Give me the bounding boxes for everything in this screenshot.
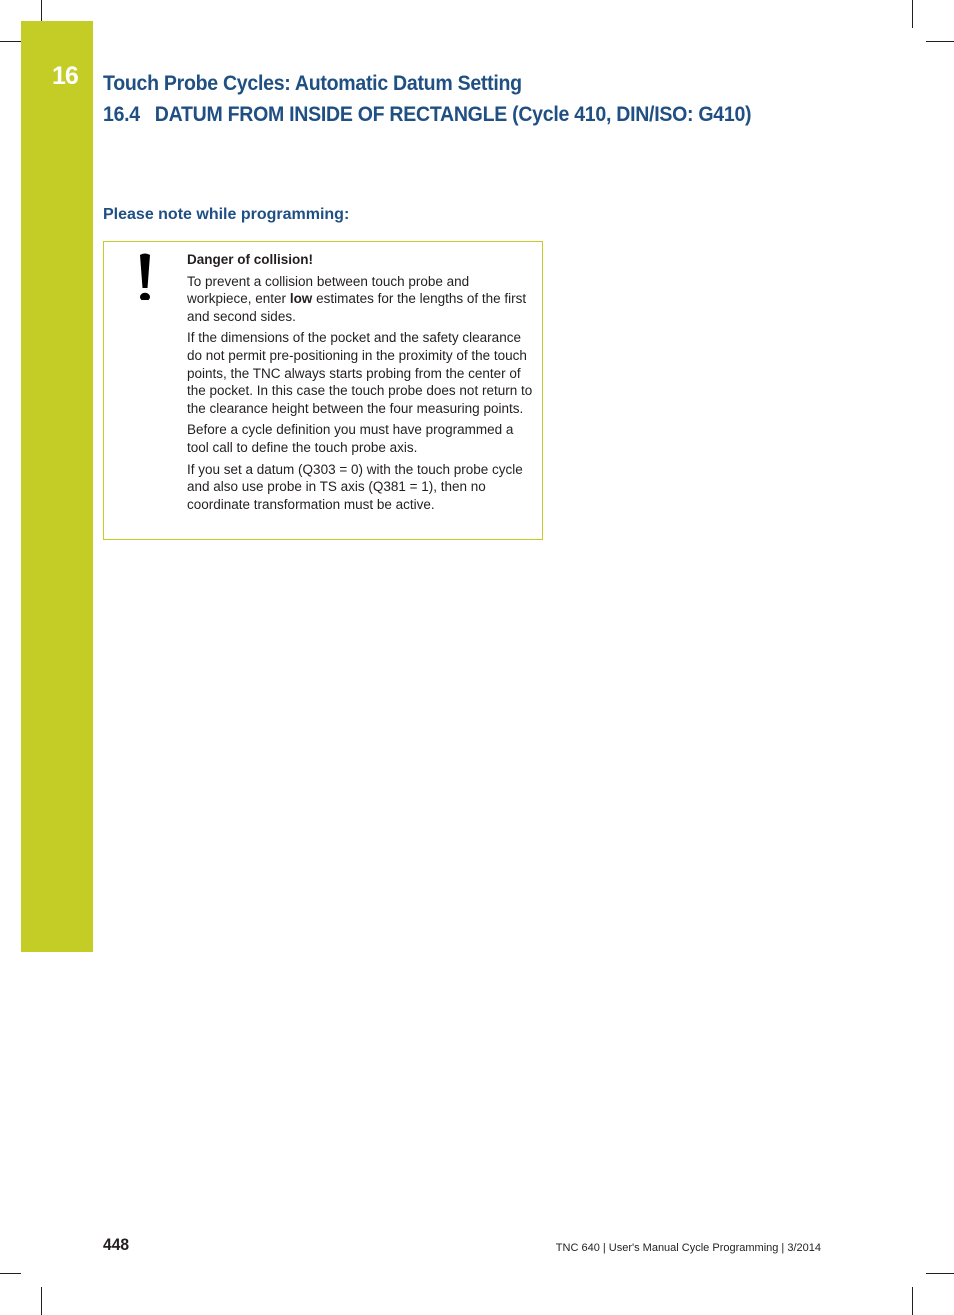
note-paragraph-3: Before a cycle definition you must have programmed a tool call to define the touch probe axis. [187, 422, 514, 455]
crop-mark-top-left-v [41, 0, 42, 21]
section-title-text: DATUM FROM INSIDE OF RECTANGLE (Cycle 410, DIN/ISO: G410) [154, 103, 752, 126]
crop-mark-bottom-right-v [912, 1287, 913, 1315]
note-paragraph-2: If the dimensions of the pocket and the safety clearance do not permit pre-positioning in the proximity of the touch points, the TNC always starts probing from the center of the pocket. In this case the touch probe does not return to the clearance height between the four measuring points. [187, 330, 533, 416]
note-title: Danger of collision! [187, 252, 314, 267]
note-content [187, 251, 537, 517]
section-number: 16.4 [103, 103, 140, 126]
exclamation-warning-icon [134, 252, 156, 300]
note-p1-text-end: estimates for the lengths of the first and second sides. [187, 291, 527, 324]
page-number: 448 [103, 1235, 130, 1254]
crop-mark-bottom-left-v [41, 1287, 42, 1315]
chapter-title: Touch Probe Cycles: Automatic Datum Setting [103, 72, 522, 95]
footer-info: TNC 640 | User's Manual Cycle Programming | 3/2014 [555, 1242, 821, 1254]
note-paragraph-1 [187, 273, 537, 326]
chapter-sidebar-tab [21, 21, 93, 952]
crop-mark-bottom-left-h [0, 1273, 21, 1274]
crop-mark-top-left-h [0, 41, 21, 42]
note-p1-text: To prevent a collision between touch probe and workpiece, enter [187, 273, 470, 307]
note-heading: Please note while programming: [103, 206, 350, 223]
warning-note-box [103, 241, 543, 540]
chapter-number: 16 [52, 62, 78, 90]
crop-mark-top-right-h [926, 41, 954, 42]
note-divider [185, 242, 186, 539]
section-title [103, 103, 751, 127]
crop-mark-bottom-right-h [926, 1273, 954, 1274]
crop-mark-top-right-v [912, 0, 913, 28]
note-p1-bold: low [289, 291, 313, 307]
note-paragraph-4: If you set a datum (Q303 = 0) with the touch probe cycle and also use probe in TS axis (Q381 = 1), then no coordinate transformation must be active. [187, 461, 523, 512]
